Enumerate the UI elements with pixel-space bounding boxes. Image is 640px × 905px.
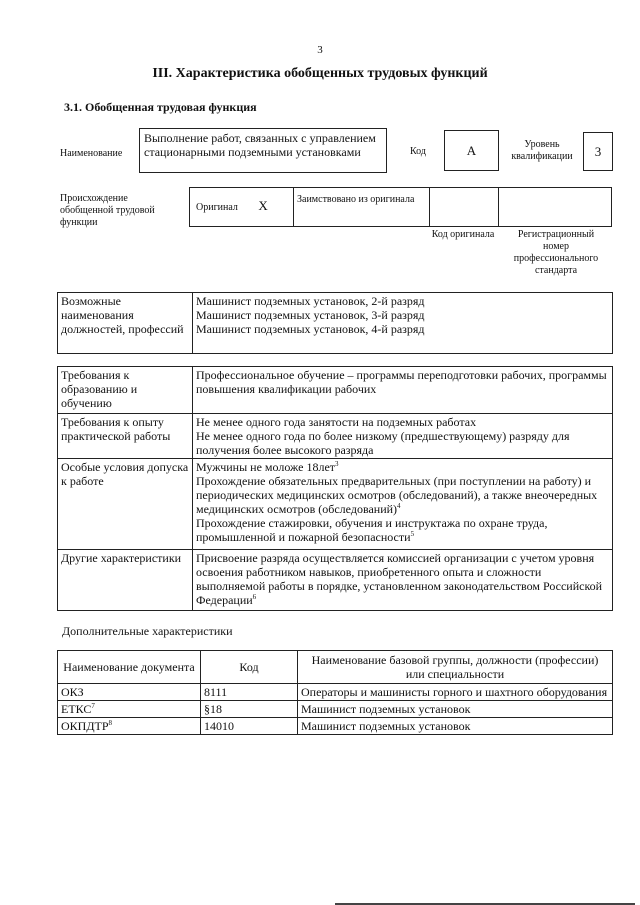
doc-cell: ОКЗ (58, 684, 201, 701)
name-cell: Машинист подземных установок (298, 701, 613, 718)
name-cell: Операторы и машинисты горного и шахтного оборудования (298, 684, 613, 701)
level-value-box: 3 (583, 132, 613, 171)
conditions-values (193, 459, 613, 550)
footnote-ref: 7 (91, 702, 95, 710)
reg-number-cell (499, 188, 612, 227)
footnote-ref: 6 (252, 593, 257, 601)
positions-label: Возможные наименования должностей, профессий (58, 293, 193, 354)
code-cell: §18 (201, 701, 298, 718)
experience-line: Не менее одного года занятости на подземных работах (196, 415, 477, 429)
additional-table (57, 650, 613, 735)
borrowed-label: Заимствовано из оригинала (294, 188, 430, 227)
other-value: Присвоение разряда осуществляется комиссией организации с учетом уровня освоения работником навыков, приобретенного опыта и сложности выполняемой работы в порядке, установленном законодательством Российской Федерации$^6$ (193, 550, 613, 611)
education-value: Профессиональное обучение – программы переподготовки рабочих, программы повышения квалификации рабочих (193, 367, 613, 414)
code-label: Код (410, 146, 426, 157)
experience-line: Не менее одного года по более низкому (предшествующему) разряду для получения более высокого разряда (196, 429, 570, 457)
requirements-table (57, 366, 613, 611)
doc-cell: ЕТКС$^7$ (58, 701, 201, 718)
original-label: Оригинал (196, 202, 238, 213)
footnote-ref: 8 (108, 719, 113, 727)
code-value-box: А (444, 130, 499, 171)
conditions-label: Особые условия допуска к работе (58, 459, 193, 550)
conditions-line: Прохождение стажировки, обучения и инструктажа по охране труда, промышленной и пожарной безопасности$^5$ (196, 516, 548, 544)
positions-values (193, 293, 613, 354)
position-item: Машинист подземных установок, 4-й разряд (196, 322, 425, 336)
name-cell: Машинист подземных установок (298, 718, 613, 735)
origin-original-cell (190, 188, 294, 227)
table-row (58, 684, 613, 701)
table-row (58, 701, 613, 718)
code-original-cell (430, 188, 499, 227)
name-label: Наименование (60, 148, 123, 159)
footnote-ref: 4 (397, 502, 401, 510)
education-label: Требования к образованию и обучению (58, 367, 193, 414)
position-item: Машинист подземных установок, 3-й разряд (196, 308, 425, 322)
original-mark: Х (258, 198, 268, 213)
footnote-ref: 3 (335, 460, 339, 468)
other-label: Другие характеристики (58, 550, 193, 611)
reg-number-label: Регистрационный номер профессионального стандарта (513, 229, 599, 276)
origin-label: Происхождение обобщенной трудовой функции (60, 193, 155, 228)
conditions-line: Мужчины не моложе 18лет$^3$ (196, 460, 339, 474)
position-item: Машинист подземных установок, 2-й разряд (196, 294, 425, 308)
level-label: Уровень квалификации (511, 139, 573, 162)
section-title: III. Характеристика обобщенных трудовых функций (152, 66, 488, 81)
header-name: Наименование базовой группы, должности (профессии) или специальности (298, 651, 613, 684)
conditions-line: Прохождение обязательных предварительных (при поступлении на работу) и периодических медицинских осмотров (обследований), а также внеочередных медицинских осмотров (обследований)$^4$ (196, 474, 598, 516)
doc-cell: ОКПДТР$^8$ (58, 718, 201, 735)
positions-table (57, 292, 613, 354)
experience-label: Требования к опыту практической работы (58, 414, 193, 459)
code-cell: 8111 (201, 684, 298, 701)
function-name-box: Выполнение работ, связанных с управлением стационарными подземными установками (139, 128, 387, 173)
page-number: 3 (317, 44, 323, 56)
origin-table (189, 187, 612, 227)
footnote-ref: 5 (410, 530, 415, 538)
header-document: Наименование документа (58, 651, 201, 684)
code-cell: 14010 (201, 718, 298, 735)
subsection-title: 3.1. Обобщенная трудовая функция (64, 100, 257, 114)
experience-values (193, 414, 613, 459)
header-code: Код (201, 651, 298, 684)
code-original-label: Код оригинала (431, 229, 495, 240)
additional-title: Дополнительные характеристики (62, 624, 233, 638)
table-row (58, 718, 613, 735)
